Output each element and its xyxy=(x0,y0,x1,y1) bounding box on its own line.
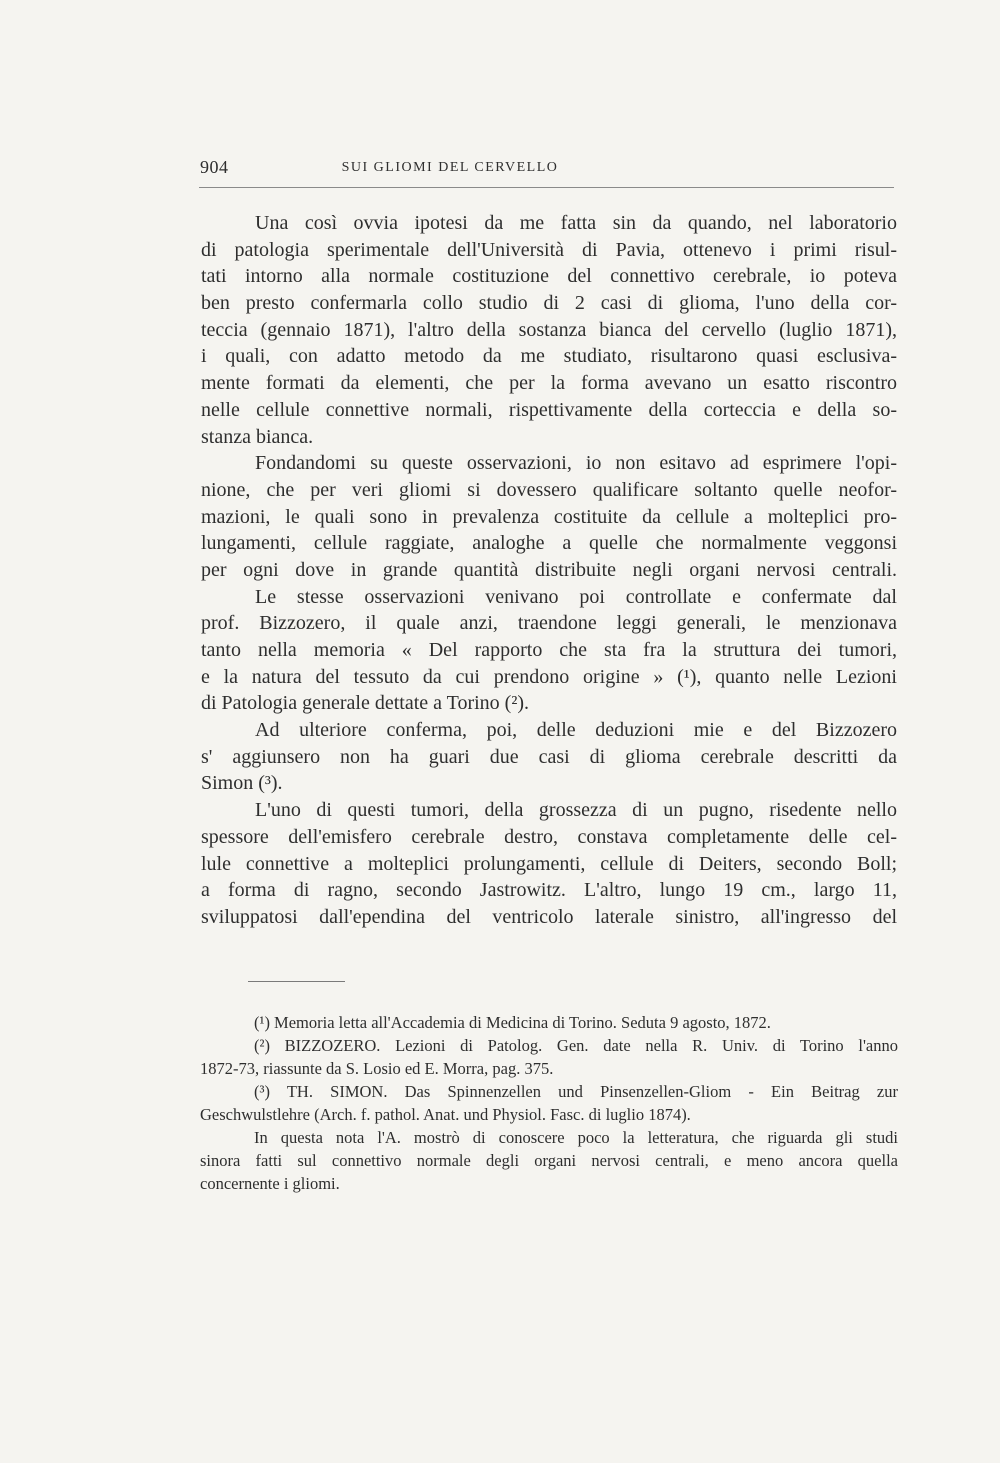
body-line: di Patologia generale dettate a Torino (²). xyxy=(201,692,529,715)
body-line: nione, che per veri gliomi si dovessero qualificare soltanto quelle neofor- xyxy=(201,478,897,501)
body-line: ben presto confermarla collo studio di 2 casi di glioma, l'uno della cor- xyxy=(201,292,897,315)
body-line: a forma di ragno, secondo Jastrowitz. L'altro, lungo 19 cm., largo 11, xyxy=(201,879,897,902)
body-line: Simon (³). xyxy=(201,772,283,795)
running-title: SUI GLIOMI DEL CERVELLO xyxy=(341,160,559,175)
body-line: Ad ulteriore conferma, poi, delle deduzioni mie e del Bizzozero xyxy=(255,719,897,742)
footnotes xyxy=(200,1011,898,1195)
body-line: i quali, con adatto metodo da me studiato, risultarono quasi esclusiva- xyxy=(201,345,897,368)
body-line: tati intorno alla normale costituzione del connettivo cerebrale, io poteva xyxy=(201,265,897,288)
body-line: lungamenti, cellule raggiate, analoghe a quelle che normalmente veggonsi xyxy=(201,532,897,555)
body-line: lule connettive a molteplici prolungamenti, cellule di Deiters, secondo Boll; xyxy=(201,852,897,875)
body-line: prof. Bizzozero, il quale anzi, traendone leggi generali, le menzionava xyxy=(201,612,897,635)
body-line: di patologia sperimentale dell'Università di Pavia, ottenevo i primi risul- xyxy=(201,238,897,261)
footnote-line: sinora fatti sul connettivo normale degli organi nervosi centrali, e meno ancora quella xyxy=(200,1151,898,1170)
header-rule xyxy=(199,187,894,188)
footnote-separator xyxy=(248,981,345,982)
footnote-line: (²) BIZZOZERO. Lezioni di Patolog. Gen. date nella R. Univ. di Torino l'anno xyxy=(254,1036,898,1055)
footnote-line: In questa nota l'A. mostrò di conoscere poco la letteratura, che riguarda gli studi xyxy=(254,1128,898,1147)
body-text xyxy=(201,210,897,931)
footnote-line: Geschwulstlehre (Arch. f. pathol. Anat. und Physiol. Fasc. di luglio 1874). xyxy=(200,1105,691,1124)
body-line: L'uno di questi tumori, della grossezza di un pugno, risedente nello xyxy=(255,799,897,822)
body-line: mazioni, le quali sono in prevalenza costituite da cellule a molteplici pro- xyxy=(201,505,897,528)
body-line: s' aggiunsero non ha guari due casi di glioma cerebrale descritti da xyxy=(201,745,897,768)
footnote-line: (¹) Memoria letta all'Accademia di Medicina di Torino. Seduta 9 agosto, 1872. xyxy=(254,1013,771,1032)
body-line: per ogni dove in grande quantità distribuite negli organi nervosi centrali. xyxy=(201,558,897,581)
body-line: spessore dell'emisfero cerebrale destro, constava completamente delle cel- xyxy=(201,825,897,848)
body-line: nelle cellule connettive normali, rispettivamente della corteccia e della so- xyxy=(201,398,897,421)
body-line: Una così ovvia ipotesi da me fatta sin da quando, nel laboratorio xyxy=(255,212,897,234)
footnote-line: concernente i gliomi. xyxy=(200,1174,340,1193)
body-line: stanza bianca. xyxy=(201,425,314,448)
page-number: 904 xyxy=(200,157,229,177)
footnote-line: (³) TH. SIMON. Das Spinnenzellen und Pinsenzellen-Gliom - Ein Beitrag zur xyxy=(254,1082,898,1101)
body-line: Le stesse osservazioni venivano poi controllate e confermate dal xyxy=(255,585,897,608)
body-line: teccia (gennaio 1871), l'altro della sostanza bianca del cervello (luglio 1871), xyxy=(201,318,897,341)
body-line: sviluppatosi dall'ependina del ventricolo laterale sinistro, all'ingresso del xyxy=(201,905,897,928)
body-line: mente formati da elementi, che per la forma avevano un esatto riscontro xyxy=(201,372,897,395)
footnote-line: 1872-73, riassunte da S. Losio ed E. Morra, pag. 375. xyxy=(200,1059,554,1078)
body-line: tanto nella memoria « Del rapporto che sta fra la struttura dei tumori, xyxy=(201,639,897,661)
body-line: Fondandomi su queste osservazioni, io non esitavo ad esprimere l'opi- xyxy=(255,452,897,475)
body-line: e la natura del tessuto da cui prendono origine » (¹), quanto nelle Lezioni xyxy=(201,665,897,688)
